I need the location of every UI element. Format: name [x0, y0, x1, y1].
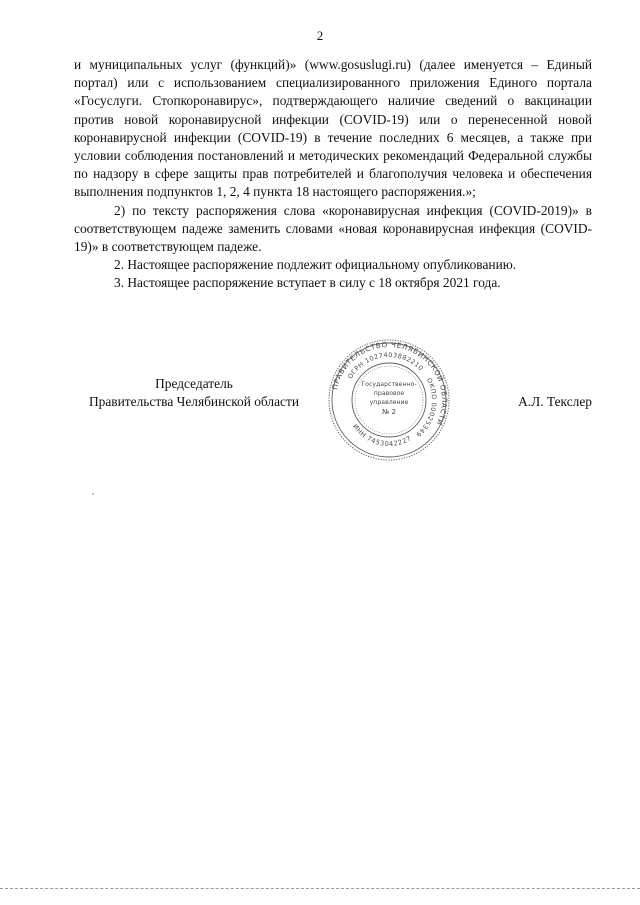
seal-center-line-2: правовое — [373, 390, 405, 397]
paragraph-effective-date: 3. Настоящее распоряжение вступает в силу с 18 октября 2021 года. — [114, 275, 501, 291]
svg-text:ИНН 7453042227 — [351, 423, 413, 449]
document-body — [74, 56, 592, 293]
seal-okpo-text: ОКПО 00025349 — [414, 376, 439, 439]
signer-title-line-1: Председатель — [155, 376, 233, 391]
seal-inn-text: ИНН 7453042227 — [351, 422, 413, 449]
seal-outer-text: ПРАВИТЕЛЬСТВО ЧЕЛЯБИНСКОЙ ОБЛАСТИ — [330, 339, 450, 427]
page-number: 2 — [316, 28, 324, 43]
signer-title-line-2: Правительства Челябинской области — [89, 394, 299, 410]
seal-center-line-3: управление — [369, 399, 409, 406]
signer-title — [74, 375, 314, 411]
scan-speck — [92, 493, 94, 495]
seal-center-line-4: № 2 — [382, 408, 396, 416]
paragraph-item-2: 2) по тексту распоряжения слова «коронавирусная инфекция (COVID-2019)» в соответствующем падеже заменить словами «новая коронавирусная инфекция (COVID-19)» в соответствующем падеже. — [74, 202, 592, 255]
paragraph-publication: 2. Настоящее распоряжение подлежит официальному опубликованию. — [114, 257, 517, 273]
paragraph-continuation: и муниципальных услуг (функций)» (www.gosuslugi.ru) (далее именуется – Единый портал) или с использованием специализированного приложения Единого портала «Госуслуги. Стопкоронавирус», подтверждающего наличие сведений о вакцинации против новой коронавирусной инфекции (COVID-19) или о перенесенной новой коронавирусной инфекции (COVID-19) в течение последних 6 месяцев, а также при условии соблюдения постановлений и методических рекомендаций Федеральной службы по надзору в сфере защиты прав потребителей и благополучия человека и обеспечения выполнения подпунктов 1, 2, 4 пункта 18 настоящего распоряжения.»; — [74, 57, 592, 200]
footer-dashed-rule — [0, 888, 640, 889]
signer-name: А.Л. Текслер — [518, 394, 592, 409]
official-seal — [326, 337, 452, 463]
seal-ogrn-text: ОГРН 1027403882210 — [346, 350, 426, 381]
svg-text:ОКПО 00025349 — [414, 377, 438, 439]
seal-center-line-1: Государственно- — [361, 381, 417, 388]
